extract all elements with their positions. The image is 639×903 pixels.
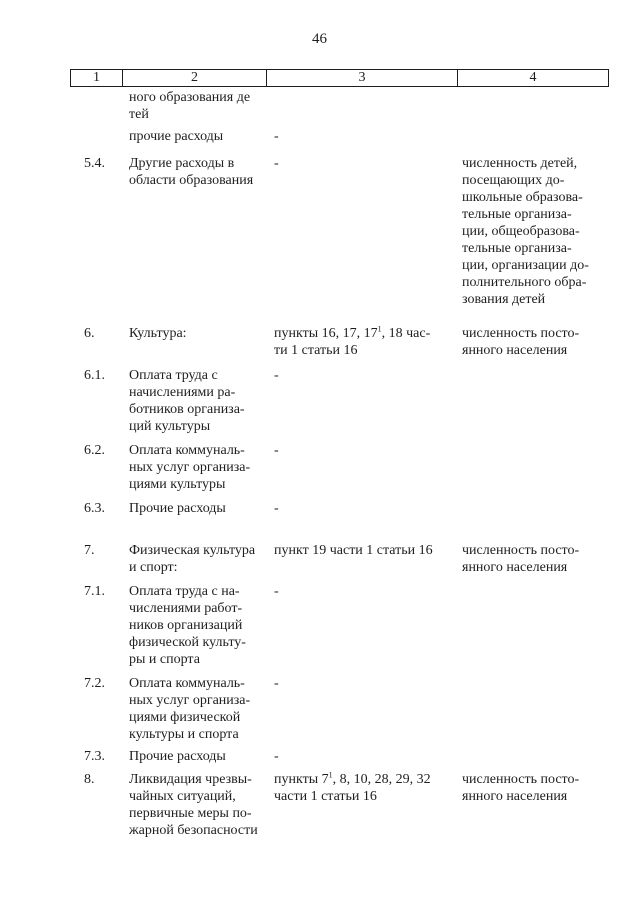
row-name: Ликвидация чрезвы- чайных ситуаций, первичные меры по- жарной безопасности [129,772,258,838]
row-name: прочие расходы [129,129,224,144]
header-col-2: 2 [123,70,267,86]
row-name: Оплата труда с начислениями ра- ботников организа- ций культуры [129,368,245,434]
row-indicator: численность посто- янного населения [462,772,580,804]
row-name: Оплата коммуналь- ных услуг организа- циями культуры [129,443,251,492]
row-basis: - [274,129,279,144]
row-basis: - [274,156,279,171]
row-basis: - [274,676,279,691]
header-col-1: 1 [71,70,123,86]
row-name: Физическая культура и спорт: [129,543,256,575]
basis-text: пункты 7 [274,772,329,787]
header-col-4: 4 [529,70,537,85]
row-number: 7. [84,543,95,558]
basis-superscript: 1 [328,770,333,780]
row-number: 6.1. [84,368,105,383]
row-basis: - [274,584,279,599]
row-number: 7.2. [84,676,105,691]
row-name: Оплата труда с на- числениями работ- ников организаций физической культу- ры и спорта [129,584,246,667]
row-number: 8. [84,772,95,787]
row-indicator: численность посто- янного населения [462,326,580,358]
basis-text-cont: , 18 час- ти 1 статьи 16 [274,326,431,358]
row-number: 7.3. [84,749,105,764]
row-name: Другие расходы в области образования [129,156,254,188]
page-number: 46 [312,31,327,47]
row-name: Культура: [129,326,187,341]
row-basis: - [274,368,279,383]
row-number: 6.2. [84,443,105,458]
row-basis: - [274,501,279,516]
row-indicator: численность детей, посещающих до- школьные образова- тельные организа- ции, общеобразова- тельные организа- ции, организации до- полнительного обра- зования детей [462,156,589,307]
row-name: Прочие расходы [129,501,226,516]
row-number: 5.4. [84,156,105,171]
header-col-3: 3 [267,70,458,86]
row-basis [274,325,464,359]
basis-text: пункты 16, 17, 17 [274,326,378,341]
row-basis: - [274,749,279,764]
row-basis: пункт 19 части 1 статьи 16 [274,543,433,558]
row-name: Прочие расходы [129,749,226,764]
row-basis: - [274,443,279,458]
row-basis [274,771,464,805]
table-header [70,69,609,87]
row-indicator: численность посто- янного населения [462,543,580,575]
row-number: 7.1. [84,584,105,599]
basis-text-cont: , 8, 10, 28, 29, 32 части 1 статьи 16 [274,772,431,804]
row-name: ного образования де тей [129,90,251,122]
basis-superscript: 1 [377,324,382,334]
row-name: Оплата коммуналь- ных услуг организа- циями физической культуры и спорта [129,676,251,742]
row-number: 6.3. [84,501,105,516]
row-number: 6. [84,326,95,341]
